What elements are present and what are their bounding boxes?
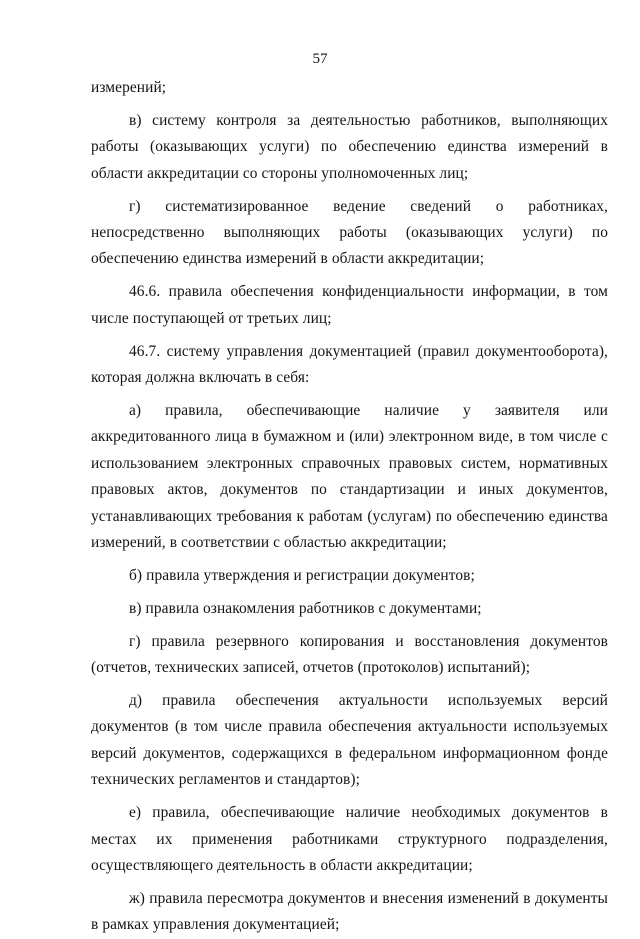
- paragraph-item-v-familiarization-rules: в) правила ознакомления работников с документами;: [129, 599, 482, 617]
- paragraph-item-b-approval-rules: б) правила утверждения и регистрации документов;: [129, 566, 475, 584]
- paragraph-item-d-actuality-rules: д) правила обеспечения актуальности используемых версий документов (в том числе правила обеспечения актуальности используемых версий документов, содержащихся в федеральном информационном фонде технических регламентов и стандартов);: [91, 692, 608, 789]
- paragraph-item-e-availability-at-workplace: е) правила, обеспечивающие наличие необходимых документов в местах их применения работниками структурного подразделения, осуществляющего деятельность в области аккредитации;: [91, 804, 608, 874]
- paragraph-46-6: 46.6. правила обеспечения конфиденциальности информации, в том числе поступающей от третьих лиц;: [91, 283, 608, 327]
- document-body: [91, 75, 608, 939]
- paragraph-item-v-control-system: в) систему контроля за деятельностью работников, выполняющих работы (оказывающих услуги) по обеспечению единства измерений в области аккредитации со стороны уполномоченных лиц;: [91, 111, 608, 182]
- paragraph-item-zh-revision-rules: ж) правила пересмотра документов и внесения изменений в документы в рамках управления документацией;: [91, 889, 608, 934]
- paragraph-item-g-systematized-records: г) систематизированное ведение сведений о работниках, непосредственно выполняющих работы (оказывающих услуги) по обеспечению единства измерений в области аккредитации;: [91, 197, 608, 268]
- paragraph-item-g-backup-rules: г) правила резервного копирования и восстановления документов (отчетов, технических записей, отчетов (протоколов) испытаний);: [91, 632, 608, 677]
- page-number: 57: [312, 51, 328, 67]
- paragraph-item-a-availability-rules: а) правила, обеспечивающие наличие у заявителя или аккредитованного лица в бумажном и (или) электронном виде, в том числе с использованием электронных справочных правовых систем, нормативных правовых актов, документов по стандартизации и иных документов, устанавливающих требования к работам (услугам) по обеспечению единства измерений, в соответствии с областью аккредитации;: [91, 401, 608, 551]
- paragraph-continuation: измерений;: [91, 79, 167, 96]
- paragraph-46-7: 46.7. систему управления документацией (правил документооборота), которая должна включать в себя:: [91, 342, 608, 387]
